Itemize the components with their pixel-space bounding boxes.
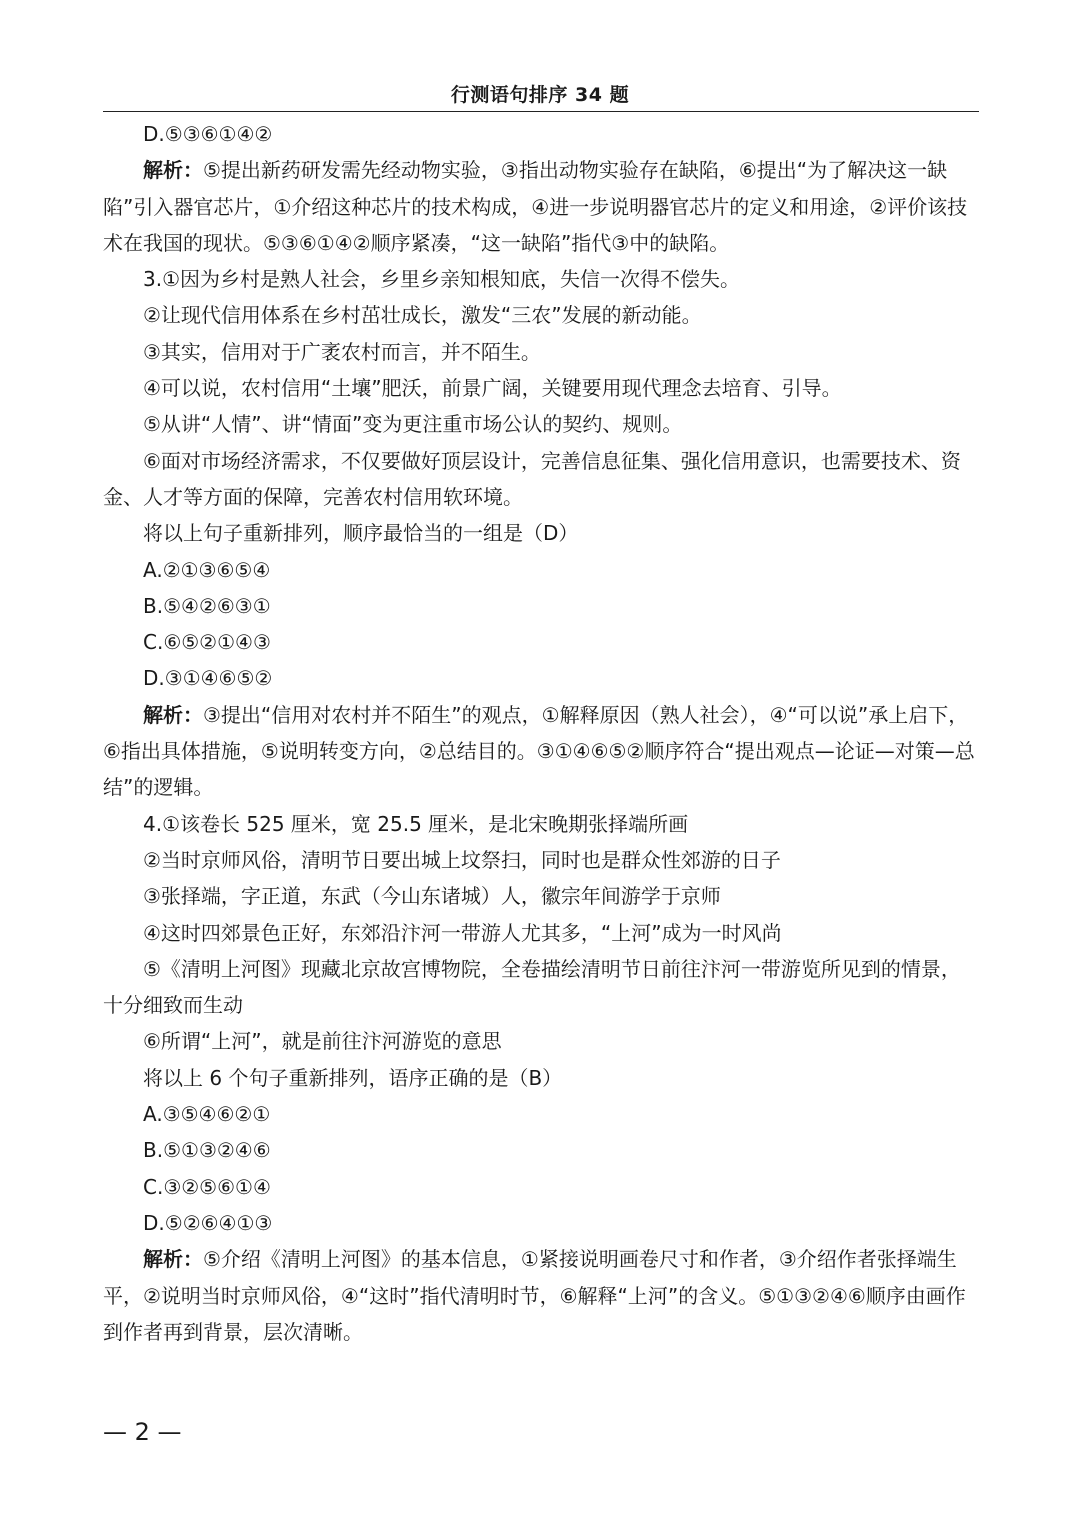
paragraph-text: ③张择端，字正道，东武（今山东诸城）人，徽宗年间游学于京师 <box>143 884 721 909</box>
text-paragraph <box>103 842 979 878</box>
analysis-paragraph <box>103 1241 979 1350</box>
text-paragraph <box>103 915 979 951</box>
paragraph-text: A.②①③⑥⑤④ <box>143 557 271 582</box>
text-paragraph <box>103 806 979 842</box>
paragraph-text: ③提出“信用对农村并不陌生”的观点，①解释原因（熟人社会），④“可以说”承上启下，⑥指出具体措施，⑤说明转变方向，②总结目的。③①④⑥⑤②顺序符合“提出观点—论证—对策—总结”的逻辑。 <box>103 702 975 800</box>
paragraph-text: ⑤提出新药研发需先经动物实验，③指出动物实验存在缺陷，⑥提出“为了解决这一缺陷”引入器官芯片，①介绍这种芯片的技术构成，④进一步说明器官芯片的定义和用途，②评价该技术在我国的现状。⑤③⑥①④②顺序紧凑，“这一缺陷”指代③中的缺陷。 <box>103 158 968 255</box>
paragraph-text: ⑤《清明上河图》现藏北京故宫博物院，全卷描绘清明节日前往汴河一带游览所见到的情景，十分细致而生动 <box>103 956 961 1018</box>
answer-option <box>103 552 979 588</box>
text-paragraph <box>103 443 979 516</box>
paragraph-text: D.③①④⑥⑤② <box>143 666 273 691</box>
analysis-label: 解析： <box>143 1247 203 1272</box>
paragraph-text: D.⑤②⑥④①③ <box>143 1210 273 1235</box>
text-paragraph <box>103 334 979 370</box>
analysis-label: 解析： <box>143 702 203 727</box>
text-paragraph <box>103 261 979 297</box>
answer-option <box>103 1205 979 1241</box>
text-paragraph <box>103 297 979 333</box>
answer-option <box>103 1169 979 1205</box>
analysis-label: 解析： <box>143 158 203 183</box>
paragraph-text: C.③②⑤⑥①④ <box>143 1174 271 1199</box>
paragraph-text: ③其实，信用对于广袤农村而言，并不陌生。 <box>143 339 541 364</box>
answer-option <box>103 116 979 152</box>
page-header-title: 行测语句排序 34 题 <box>450 84 630 106</box>
text-paragraph <box>103 1023 979 1059</box>
paragraph-text: B.⑤①③②④⑥ <box>143 1138 271 1163</box>
paragraph-text: ⑤从讲“人情”、讲“情面”变为更注重市场公认的契约、规则。 <box>143 412 683 437</box>
analysis-paragraph <box>103 152 979 261</box>
paragraph-text: ⑥所谓“上河”，就是前往汴河游览的意思 <box>143 1029 502 1054</box>
paragraph-text: C.⑥⑤②①④③ <box>143 630 271 655</box>
paragraph-text: ②当时京师风俗，清明节日要出城上坟祭扫，同时也是群众性郊游的日子 <box>143 847 781 872</box>
paragraph-text: ⑤介绍《清明上河图》的基本信息，①紧接说明画卷尺寸和作者，③介绍作者张择端生平，②说明当时京师风俗，④“这时”指代清明时节，⑥解释“上河”的含义。⑤①③②④⑥顺序由画作到作者再到背景，层次清晰。 <box>103 1247 966 1344</box>
paragraph-text: 3.①因为乡村是熟人社会，乡里乡亲知根知底，失信一次得不偿失。 <box>143 267 741 292</box>
answer-option <box>103 624 979 660</box>
paragraph-text: 将以上句子重新排列，顺序最恰当的一组是（D） <box>143 521 579 546</box>
text-paragraph <box>103 370 979 406</box>
paragraph-text: ⑥面对市场经济需求，不仅要做好顶层设计，完善信息征集、强化信用意识，也需要技术、资金、人才等方面的保障，完善农村信用软环境。 <box>103 448 961 509</box>
paragraph-text: 4.①该卷长 525 厘米，宽 25.5 厘米，是北宋晚期张择端所画 <box>143 811 689 836</box>
paragraph-text: A.③⑤④⑥②① <box>143 1102 271 1127</box>
answer-option <box>103 588 979 624</box>
page-number: — 2 — <box>103 1418 182 1446</box>
paragraph-text: ②让现代信用体系在乡村茁壮成长，激发“三农”发展的新动能。 <box>143 303 702 328</box>
answer-option <box>103 1132 979 1168</box>
paragraph-text: 将以上 6 个句子重新排列，语序正确的是（B） <box>143 1065 563 1090</box>
header-divider <box>103 111 979 112</box>
paragraph-text: D.⑤③⑥①④② <box>143 122 273 146</box>
paragraph-text: ④这时四郊景色正好，东郊沿汴河一带游人尤其多，“上河”成为一时风尚 <box>143 920 782 945</box>
text-paragraph <box>103 951 979 1024</box>
text-paragraph <box>103 878 979 914</box>
text-paragraph <box>103 1060 979 1096</box>
answer-option <box>103 660 979 696</box>
text-paragraph <box>103 406 979 442</box>
answer-option <box>103 1096 979 1132</box>
paragraph-text: B.⑤④②⑥③① <box>143 593 271 618</box>
analysis-paragraph <box>103 697 979 806</box>
document-body <box>103 116 979 1350</box>
text-paragraph <box>103 515 979 551</box>
paragraph-text: ④可以说，农村信用“土壤”肥沃，前景广阔，关键要用现代理念去培育、引导。 <box>143 376 842 401</box>
